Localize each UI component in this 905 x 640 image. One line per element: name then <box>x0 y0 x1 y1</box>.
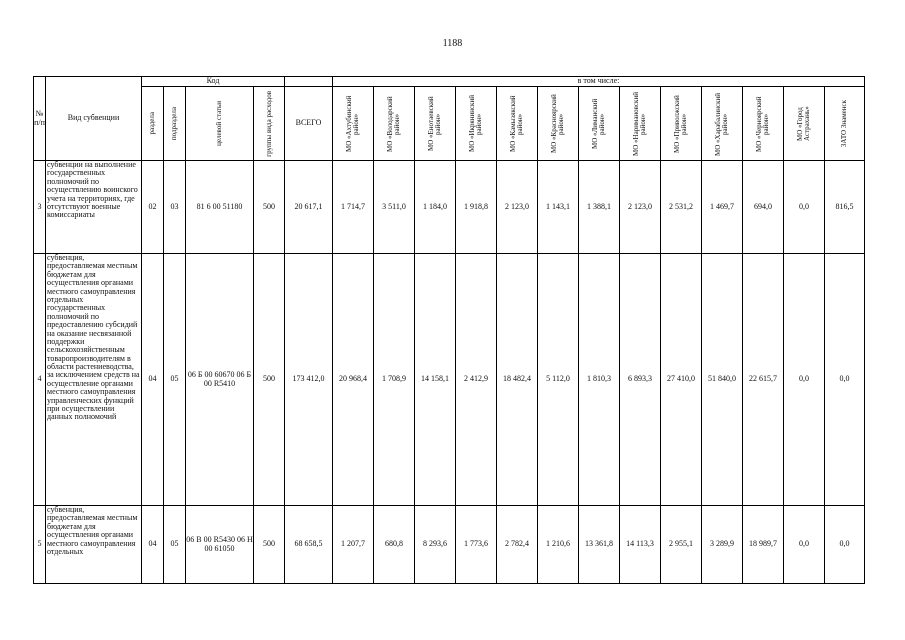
row-section: 04 <box>142 506 164 584</box>
row-description: субвенции на выполнение государственных полномочий по осуществлению воинского учета на территориях, где отсутствуют военные комиссариаты <box>46 161 142 254</box>
row-value: 1 210,6 <box>538 506 579 584</box>
row-value: 2 955,1 <box>661 506 702 584</box>
page-number: 1188 <box>442 38 463 49</box>
header-code-expense-group: группы вида расходов <box>254 87 285 161</box>
row-expense-group: 500 <box>254 506 285 584</box>
row-total: 20 617,1 <box>285 161 333 254</box>
header-district: МО «Красноярский район» <box>538 87 579 161</box>
subsidy-table <box>33 76 865 584</box>
row-num: 3 <box>34 161 46 254</box>
header-num: № п/п <box>34 77 46 161</box>
row-expense-group: 500 <box>254 161 285 254</box>
row-value: 2 123,0 <box>620 161 661 254</box>
row-value: 1 184,0 <box>415 161 456 254</box>
row-description: субвенция, предоставляемая местным бюджетам для осуществления органами местного самоуправления отдельных государственных полномочий по предоставлению субсидий на оказание несвязанной поддержки сельскохозяйственным товаропроизводителям в области растениеводства, за исключением средств на осуществление органами местного самоуправления управленческих функций при осуществлении данных полномочий <box>46 254 142 506</box>
row-value: 1 773,6 <box>456 506 497 584</box>
header-code-section: раздела <box>142 87 164 161</box>
header-code-subsection: подраздела <box>164 87 186 161</box>
row-value: 0,0 <box>825 254 865 506</box>
header-district: МО «Ахтубинский район» <box>333 87 374 161</box>
header-district: МО «Лиманский район» <box>579 87 620 161</box>
header-district: МО «Приволжский район» <box>661 87 702 161</box>
row-value: 816,5 <box>825 161 865 254</box>
header-code-article: целевой статьи <box>186 87 254 161</box>
row-value: 1 207,7 <box>333 506 374 584</box>
row-value: 1 708,9 <box>374 254 415 506</box>
row-value: 14 158,1 <box>415 254 456 506</box>
row-value: 1 918,8 <box>456 161 497 254</box>
row-value: 13 361,8 <box>579 506 620 584</box>
row-value: 3 289,9 <box>702 506 743 584</box>
table-row <box>34 254 865 506</box>
header-district: МО «Икрянинский район» <box>456 87 497 161</box>
row-article: 06 Б 00 60670 06 Б 00 R5410 <box>186 254 254 506</box>
row-value: 5 112,0 <box>538 254 579 506</box>
row-value: 3 511,0 <box>374 161 415 254</box>
row-subsection: 03 <box>164 161 186 254</box>
row-value: 1 388,1 <box>579 161 620 254</box>
header-subsidy-type: Вид субвенции <box>46 77 142 161</box>
header-district: МО «Город Астрахань» <box>784 87 825 161</box>
row-value: 18 482,4 <box>497 254 538 506</box>
header-district: ЗАТО Знаменск <box>825 87 865 161</box>
header-district: МО «Енотаевский район» <box>415 87 456 161</box>
row-value: 1 469,7 <box>702 161 743 254</box>
row-value: 680,8 <box>374 506 415 584</box>
row-description: субвенция, предоставляемая местным бюджетам для осуществления органами местного самоуправления отдельных <box>46 506 142 584</box>
row-num: 4 <box>34 254 46 506</box>
header-code-group: Код <box>142 77 285 87</box>
table-row <box>34 506 865 584</box>
row-value: 2 412,9 <box>456 254 497 506</box>
row-expense-group: 500 <box>254 254 285 506</box>
row-value: 694,0 <box>743 161 784 254</box>
row-value: 0,0 <box>784 161 825 254</box>
row-subsection: 05 <box>164 254 186 506</box>
row-value: 51 840,0 <box>702 254 743 506</box>
row-total: 173 412,0 <box>285 254 333 506</box>
row-value: 27 410,0 <box>661 254 702 506</box>
row-value: 0,0 <box>825 506 865 584</box>
row-article: 81 6 00 51180 <box>186 161 254 254</box>
header-district: МО «Камызякский район» <box>497 87 538 161</box>
row-value: 14 113,3 <box>620 506 661 584</box>
header-district: МО «Черноярский район» <box>743 87 784 161</box>
row-subsection: 05 <box>164 506 186 584</box>
header-total-top <box>285 77 333 87</box>
header-district: МО «Харабалинский район» <box>702 87 743 161</box>
row-section: 04 <box>142 254 164 506</box>
row-total: 68 658,5 <box>285 506 333 584</box>
row-num: 5 <box>34 506 46 584</box>
row-section: 02 <box>142 161 164 254</box>
row-value: 1 810,3 <box>579 254 620 506</box>
header-district: МО «Володарский район» <box>374 87 415 161</box>
row-value: 6 893,3 <box>620 254 661 506</box>
row-value: 2 531,2 <box>661 161 702 254</box>
row-value: 1 143,1 <box>538 161 579 254</box>
row-value: 0,0 <box>784 254 825 506</box>
table-row <box>34 161 865 254</box>
row-article: 06 В 00 R5430 06 Н 00 61050 <box>186 506 254 584</box>
row-value: 0,0 <box>784 506 825 584</box>
row-value: 8 293,6 <box>415 506 456 584</box>
row-value: 1 714,7 <box>333 161 374 254</box>
header-total: ВСЕГО <box>285 87 333 161</box>
row-value: 2 123,0 <box>497 161 538 254</box>
row-value: 2 782,4 <box>497 506 538 584</box>
row-value: 20 968,4 <box>333 254 374 506</box>
row-value: 22 615,7 <box>743 254 784 506</box>
row-value: 18 989,7 <box>743 506 784 584</box>
header-district: МО «Наримановский район» <box>620 87 661 161</box>
header-including: в том числе: <box>333 77 865 87</box>
